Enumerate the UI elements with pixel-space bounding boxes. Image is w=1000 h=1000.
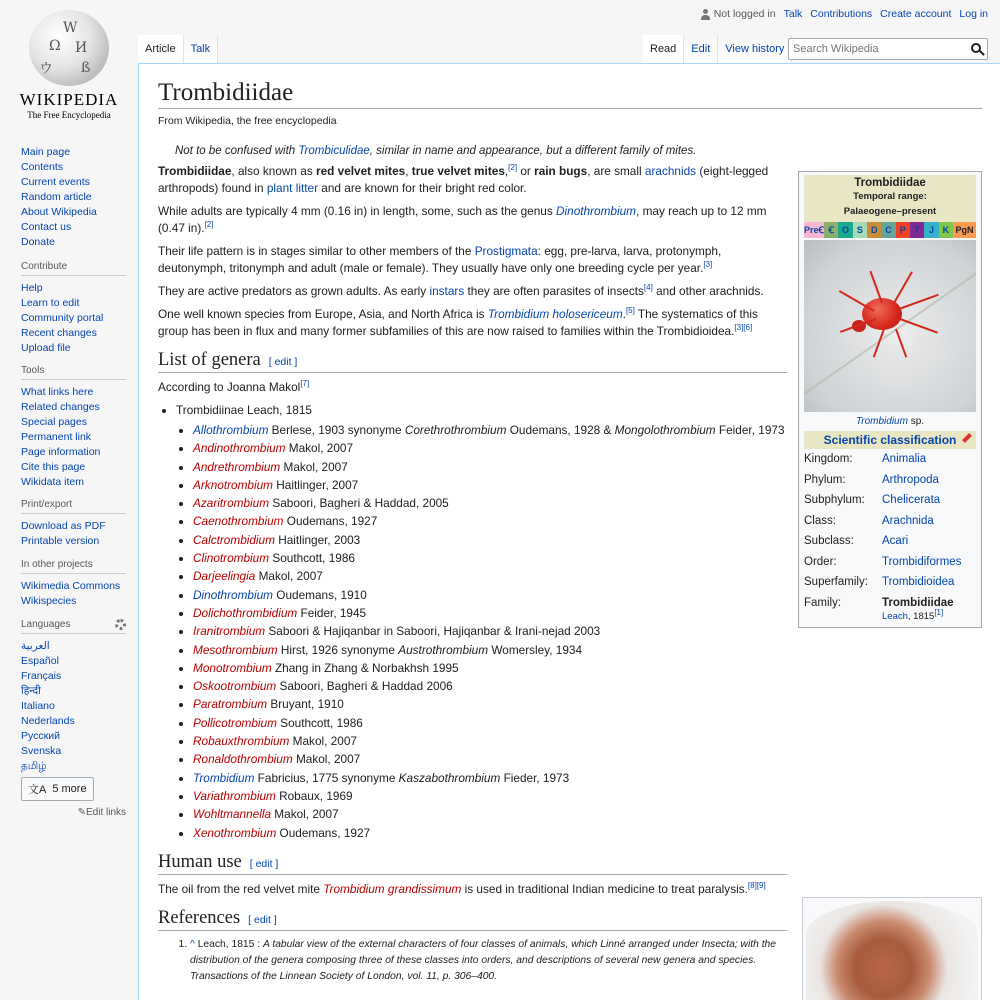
genus-link[interactable]: Caenothrombium — [193, 514, 284, 529]
gear-icon[interactable] — [115, 619, 126, 630]
user-icon — [701, 9, 710, 20]
more-languages-button[interactable]: 文A 5 more — [21, 777, 94, 801]
nav-printable-version[interactable]: Printable version — [21, 535, 100, 547]
nav-donate[interactable]: Donate — [21, 236, 55, 248]
genus-item: • Xenothrombium Oudemans, 1927 — [193, 824, 787, 842]
citation-9[interactable]: [9] — [756, 880, 766, 890]
genus-item: • Oskootrombium Saboori, Bagheri & Haddad 2006 — [193, 677, 787, 695]
citation-4[interactable]: [4] — [643, 283, 653, 293]
genus-item: • Clinotrombium Southcott, 1986 — [193, 549, 787, 567]
genus-item: • Wohltmannella Makol, 2007 — [193, 805, 787, 823]
caption-link-trombidium[interactable]: Trombidium — [855, 416, 908, 427]
tools-heading: Tools — [21, 365, 45, 376]
genus-item: • Arknotrombium Haitlinger, 2007 — [193, 476, 787, 494]
link-prostigmata[interactable]: Prostigmata — [474, 244, 538, 258]
citation-8[interactable]: [8] — [747, 880, 757, 890]
genus-link[interactable]: Paratrombium — [193, 697, 268, 712]
subfamily-list — [176, 402, 787, 842]
classification-link[interactable]: Trombidioidea — [882, 576, 955, 588]
link-plant-litter[interactable]: plant litter — [266, 181, 319, 195]
tagline: The Free Encyclopedia — [27, 110, 111, 120]
family-authority: Leach, 1815[1] — [882, 607, 944, 622]
dish-image — [806, 901, 978, 1000]
para-according: According to Joanna Makol[7] — [158, 379, 310, 394]
citation-1[interactable]: [1] — [934, 607, 944, 617]
timescale-period[interactable]: PgN — [953, 222, 976, 238]
row-family: Family: Trombidiidae — [804, 596, 954, 609]
citation-6[interactable]: [6] — [743, 323, 753, 333]
classification-row: Kingdom: Animalia — [804, 449, 976, 470]
nav-about[interactable]: About Wikipedia — [21, 206, 97, 218]
nav-tools — [21, 365, 126, 490]
citation-2b[interactable]: [2] — [204, 220, 214, 230]
citation-2[interactable]: [2] — [508, 163, 518, 173]
classification-link[interactable]: Arachnida — [882, 514, 934, 527]
genus-link[interactable]: Andrethrombium — [193, 459, 281, 474]
not-logged-in: Not logged in — [701, 8, 776, 20]
taxobox-caption: Trombidium sp. — [855, 416, 925, 427]
hatnote: Not to be confused with Trombiculidae, similar in name and appearance, but a different family of mites. — [175, 145, 697, 157]
genus-link[interactable]: Xenothrombium — [193, 825, 277, 840]
classification-row: Subphylum: Chelicerata — [804, 490, 976, 511]
nav-cite-this-page[interactable]: Cite this page — [21, 461, 86, 473]
timescale-period[interactable]: T — [910, 222, 924, 238]
create-account-link[interactable]: Create account — [880, 8, 952, 20]
classification-link[interactable]: Trombidiformes — [882, 555, 962, 568]
nav-contact[interactable]: Contact us — [21, 221, 72, 233]
genus-item: • Allothrombium Berlese, 1903 synonyme Corethrothrombium Oudemans, 1928 & Mongolothrombium Feider, 1973 — [193, 421, 787, 439]
genus-link[interactable]: Dolichothrombidium — [193, 605, 298, 620]
nav-upload-file[interactable]: Upload file — [21, 342, 71, 354]
translate-icon: 文A — [28, 784, 47, 796]
genus-link[interactable]: Azaritrombium — [193, 496, 270, 511]
lang-dutch[interactable]: Nederlands — [21, 715, 75, 727]
timescale-period[interactable]: P — [896, 222, 910, 238]
mite-oil-photo[interactable] — [802, 897, 982, 1000]
search-input[interactable] — [789, 39, 959, 59]
genus-item: • Trombidium Fabricius, 1775 synonyme Kaszabothrombium Fieder, 1973 — [193, 769, 787, 787]
contributions-link[interactable]: Contributions — [810, 8, 873, 20]
link-dinothrombium[interactable]: Dinothrombium — [556, 204, 637, 218]
backlink-caret[interactable]: ^ — [190, 938, 195, 950]
nav-learn-to-edit[interactable]: Learn to edit — [21, 297, 80, 309]
classification-row: Class: Arachnida — [804, 511, 976, 532]
link-trombidium-holosericeum[interactable]: Trombidium holosericeum — [487, 307, 623, 321]
content-area — [138, 63, 1000, 1000]
genus-link[interactable]: Calctrombidium — [193, 532, 275, 547]
page-title: Trombidiidae — [158, 79, 982, 109]
genus-item: • Andinothrombium Makol, 2007 — [193, 439, 787, 457]
genus-link[interactable]: Iranitrombium — [193, 624, 266, 639]
subfamily-item: • Trombidiinae Leach, 1815 • Allothrombium Berlese, 1903 synonyme Corethrothrombium Oudemans, 1928 & Mongolothrombium Feider, 1973 • Andinothrombium Makol, 2007 • Andrethrombium Makol, 2007 • Arknotrombium Haitlinger, 2007 • Azaritrombium Saboori, Bagheri & Haddad, 2005 • Caenothrombium Oudemans, 1927 • Calctrombidium Haitlinger, 2003 • Clinotrombium Southcott, 1986 • Darjeelingia Makol, 2007 • Dinothrombium Oudemans, 1910 • Dolichothrombidium Feider, 1945 • Iranitrombium Saboori & Hajiqanbar in Saboori, Hajiqanbar & Irani-nejad 2003 • Mesothrombium Hirst, 1926 synonyme Austrothrombium Womersley, 1934 • Monotrombium Zhang in Zhang & Norbakhsh 1995 • Oskootrombium Saboori, Bagheri & Haddad 2006 • Paratrombium Bruyant, 1910 • Pollicotrombium Southcott, 1986 • Robauxthrombium Makol, 2007 • Ronaldothrombium Makol, 2007 • Trombidium Fabricius, 1775 synonyme Kaszabothrombium Fieder, 1973 • Variathrombium Robaux, 1969 • Wohltmannella Makol, 2007 • Xenothrombium Oudemans, 1927 — [176, 402, 787, 842]
genus-item: • Pollicotrombium Southcott, 1986 — [193, 714, 787, 732]
search-box — [788, 38, 988, 60]
classification-link[interactable]: Animalia — [882, 453, 927, 465]
genus-item: • Azaritrombium Saboori, Bagheri & Haddad, 2005 — [193, 494, 787, 512]
nav-print — [21, 499, 126, 549]
tab-edit[interactable]: Edit — [684, 35, 718, 63]
hatnote-link[interactable]: Trombiculidae — [298, 145, 370, 157]
genus-item: • Dolichothrombidium Feider, 1945 — [193, 604, 787, 622]
lang-tamil[interactable]: தமிழ் — [21, 760, 47, 772]
citation-7[interactable]: [7] — [300, 379, 310, 389]
tab-article[interactable]: Article — [138, 35, 184, 63]
temporal-range: Palaeogene–present — [843, 206, 937, 217]
genera-list — [193, 421, 787, 842]
heading-references: References [ edit ] — [158, 910, 787, 931]
tab-talk[interactable]: Talk — [184, 35, 219, 63]
timescale-period[interactable]: K — [939, 222, 953, 238]
taxobox-header — [804, 175, 976, 222]
genus-item: • Calctrombidium Haitlinger, 2003 — [193, 531, 787, 549]
nav-contribute — [21, 261, 126, 356]
heading-human-use: Human use [ edit ] — [158, 854, 787, 875]
citation-3b[interactable]: [3] — [734, 323, 744, 333]
para-intro: Trombidiidae, also known as red velvet mites, true velvet mites,[2] or rain bugs, are small arachnids (eight-legged arthropods) found in plant litter and are known for their bright red color. — [158, 163, 769, 195]
edit-section-genera[interactable]: [ edit ] — [268, 356, 298, 368]
genus-link[interactable]: Darjeelingia — [193, 569, 256, 584]
genus-item: • Ronaldothrombium Makol, 2007 — [193, 750, 787, 768]
lang-arabic[interactable]: العربية — [21, 640, 50, 652]
puzzle-globe-icon: Ω И W ウ ß — [29, 10, 109, 86]
nav-related-changes[interactable]: Related changes — [21, 401, 100, 413]
wordmark: WIKIPEDIA — [19, 90, 119, 109]
nav-main-page[interactable]: Main page — [21, 146, 71, 158]
para-life: Their life pattern is in stages similar to other members of the Prostigmata: egg, pre-larva, larva, protonymph, deutonymph, tritonymph and adult (male or female). They usually have only one breeding cycle per year.[3] — [158, 244, 722, 275]
geologic-timescale-bar — [804, 222, 976, 238]
nav-contents[interactable]: Contents — [21, 161, 64, 173]
timescale-period[interactable]: S — [853, 222, 867, 238]
lang-french[interactable]: Français — [21, 670, 62, 682]
taxobox — [798, 171, 982, 628]
tab-view-history[interactable]: View history — [718, 35, 792, 63]
genus-item: • Paratrombium Bruyant, 1910 — [193, 695, 787, 713]
para-species: One well known species from Europe, Asia, and North Africa is Trombidium holosericeum.[5] The systematics of this group has been in flux and many former subfamilies of this are now raised to families within the Trombidioidea.[3][6] — [158, 306, 758, 338]
nav-permanent-link[interactable]: Permanent link — [21, 431, 92, 443]
para-predators: They are active predators as grown adults. As early instars they are often parasites of insects[4] and other arachnids. — [158, 283, 764, 298]
nav-help[interactable]: Help — [21, 282, 43, 294]
taxobox-title: Trombidiidae — [854, 177, 926, 189]
genus-item: • Monotrombium Zhang in Zhang & Norbakhsh 1995 — [193, 659, 787, 677]
talk-link[interactable]: Talk — [783, 8, 803, 20]
nav-projects — [21, 559, 126, 609]
genus-item: • Darjeelingia Makol, 2007 — [193, 567, 787, 585]
classification-row: Order: Trombidiformes — [804, 552, 976, 573]
genus-item: • Caenothrombium Oudemans, 1927 — [193, 512, 787, 530]
red-velvet-mite-photo[interactable] — [804, 240, 976, 412]
lang-spanish[interactable]: Español — [21, 655, 59, 667]
classification-row: Superfamily: Trombidioidea — [804, 572, 976, 593]
link-arachnids[interactable]: arachnids — [644, 164, 697, 178]
link-instars[interactable]: instars — [429, 284, 465, 298]
nav-wikimedia-commons[interactable]: Wikimedia Commons — [21, 580, 121, 592]
edit-section-references[interactable]: [ edit ] — [248, 913, 277, 926]
genus-link[interactable]: Variathrombium — [193, 788, 276, 803]
link-trombidium-grandissimum[interactable]: Trombidium grandissimum — [323, 881, 462, 896]
nav-main — [21, 145, 126, 250]
edit-links[interactable]: ✎Edit links — [77, 807, 126, 818]
timescale-period[interactable]: O — [838, 222, 852, 238]
nav-what-links-here[interactable]: What links here — [21, 386, 94, 398]
personal-tools — [701, 8, 988, 20]
timescale-period[interactable]: D — [867, 222, 881, 238]
genus-link[interactable]: Monotrombium — [193, 660, 272, 675]
scientific-classification-heading: Scientific classification — [804, 431, 976, 449]
article-body — [158, 163, 787, 985]
view-tabs — [643, 35, 792, 63]
lang-italian[interactable]: Italiano — [21, 700, 55, 712]
nav-wikispecies[interactable]: Wikispecies — [21, 595, 77, 607]
nav-current-events[interactable]: Current events — [21, 176, 90, 188]
tab-read[interactable]: Read — [643, 35, 684, 63]
classification-row: Phylum: Arthropoda — [804, 470, 976, 491]
nav-download-pdf[interactable]: Download as PDF — [21, 520, 106, 532]
genus-item: • Dinothrombium Oudemans, 1910 — [193, 586, 787, 604]
contribute-heading: Contribute — [21, 261, 68, 272]
link-leach[interactable]: Leach — [882, 611, 908, 622]
search-icon[interactable] — [971, 43, 981, 53]
timescale-period[interactable]: PreꞒ — [804, 222, 824, 238]
print-heading: Print/export — [21, 499, 73, 510]
wikipedia-logo[interactable] — [14, 10, 124, 125]
nav-page-information[interactable]: Page information — [21, 446, 101, 458]
reference-item: 1. ^ Leach, 1815 : A tabular view of the external characters of four classes of animals, which Linné arranged under Insecta; with the distribution of the genera composing three of these classes into orders, and descriptions of several new genera and species. Transactions of the Linnean Society of London, vol. 11, p. 306–400. — [190, 937, 787, 985]
edit-section-human-use[interactable]: [ edit ] — [249, 857, 279, 870]
genus-item: • Iranitrombium Saboori & Hajiqanbar in Saboori, Hajiqanbar & Irani-nejad 2003 — [193, 622, 787, 640]
genus-item: • Mesothrombium Hirst, 1926 synonyme Austrothrombium Womersley, 1934 — [193, 641, 787, 659]
nav-recent-changes[interactable]: Recent changes — [21, 327, 97, 339]
para-human-use: The oil from the red velvet mite Trombidium grandissimum is used in traditional Indian medicine to treat paralysis.[8][9] — [158, 880, 766, 896]
genus-link[interactable]: Andinothrombium — [193, 441, 286, 456]
classification-rows — [804, 449, 976, 593]
genus-item: • Robauxthrombium Makol, 2007 — [193, 732, 787, 750]
genus-link[interactable]: Clinotrombium — [193, 551, 270, 566]
nav-community-portal[interactable]: Community portal — [21, 312, 104, 324]
temporal-range-label: Temporal range: — [853, 191, 927, 202]
edit-pencil-icon[interactable] — [962, 433, 972, 443]
nav-wikidata-item[interactable]: Wikidata item — [21, 476, 85, 488]
genus-link[interactable]: Ronaldothrombium — [193, 752, 293, 767]
genus-link[interactable]: Dinothrombium — [193, 587, 273, 602]
lang-hindi[interactable]: हिन्दी — [21, 685, 41, 697]
log-in-link[interactable]: Log in — [959, 8, 988, 20]
para-size: While adults are typically 4 mm (0.16 in) in length, some, such as the genus Dinothrombium, may reach up to 12 mm (0.47 in).[2] — [158, 204, 767, 235]
languages-heading: Languages — [21, 619, 71, 630]
timescale-period[interactable]: Ꞓ — [824, 222, 838, 238]
heading-list-of-genera: List of genera [ edit ] — [158, 352, 787, 373]
classification-link[interactable]: Chelicerata — [882, 494, 941, 506]
timescale-period[interactable]: C — [881, 222, 895, 238]
genus-link[interactable]: Trombidium — [193, 770, 255, 785]
citation-3[interactable]: [3] — [703, 260, 713, 270]
page-subtitle: From Wikipedia, the free encyclopedia — [158, 115, 337, 127]
lang-russian[interactable]: Русский — [21, 730, 60, 742]
genus-link[interactable]: Allothrombium — [193, 423, 269, 437]
genus-link[interactable]: Pollicotrombium — [193, 715, 277, 730]
timescale-period[interactable]: J — [924, 222, 938, 238]
pencil-icon: ✎ — [77, 807, 86, 818]
projects-heading: In other projects — [21, 559, 93, 570]
genus-link[interactable]: Arknotrombium — [193, 477, 273, 492]
citation-5[interactable]: [5] — [625, 306, 635, 316]
genus-link[interactable]: Wohltmannella — [193, 807, 272, 822]
classification-link[interactable]: Acari — [882, 535, 909, 547]
classification-link[interactable]: Arthropoda — [882, 473, 939, 486]
genus-item: • Andrethrombium Makol, 2007 — [193, 458, 787, 476]
genus-item: • Variathrombium Robaux, 1969 — [193, 787, 787, 805]
namespace-tabs — [138, 35, 218, 63]
lang-swedish[interactable]: Svenska — [21, 745, 62, 757]
nav-random-article[interactable]: Random article — [21, 191, 92, 203]
nav-special-pages[interactable]: Special pages — [21, 416, 87, 428]
nav-languages — [21, 619, 126, 818]
reference-list — [190, 937, 787, 985]
genus-link[interactable]: Robauxthrombium — [193, 734, 290, 749]
genus-link[interactable]: Mesothrombium — [193, 642, 278, 657]
classification-row: Subclass: Acari — [804, 531, 976, 552]
genus-link[interactable]: Oskootrombium — [193, 679, 277, 694]
